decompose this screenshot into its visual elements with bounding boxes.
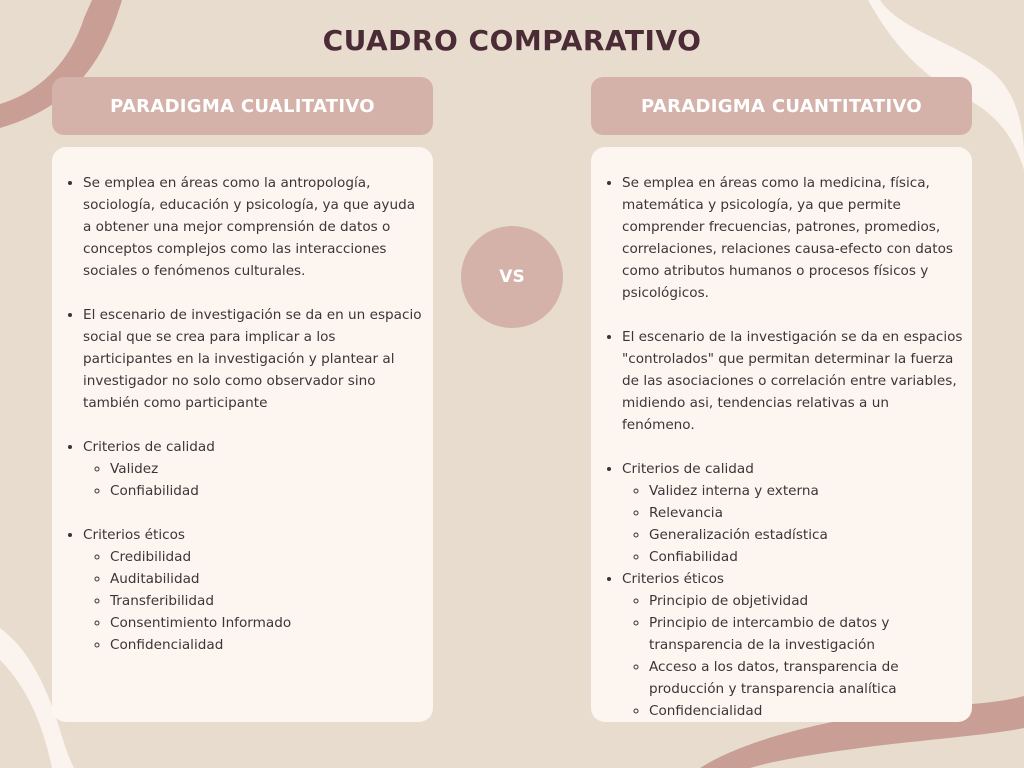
cualitativo-escenario: • El escenario de investigación se da en un espacio social que se crea para implicar a los participantes en la investigación y plantear al investigador no solo como observador sino también como participante [83,304,425,414]
cualitativo-eticos [83,524,425,656]
cuantitativo-calidad [622,458,964,568]
page-title: CUADRO COMPARATIVO [322,24,702,57]
header-paradigma-cualitativo: PARADIGMA CUALITATIVO [52,77,433,135]
list-item: ◦ Credibilidad [110,546,425,568]
cuantitativo-escenario: • El escenario de la investigación se da en espacios "controlados" que permitan determinar la fuerza de las asociaciones o correlación entre variables, midiendo asi, tendencias relativas a un fenómeno. [622,326,964,436]
cuantitativo-list [603,172,964,722]
list-item: ◦ Auditabilidad [110,568,425,590]
header-paradigma-cuantitativo: PARADIGMA CUANTITATIVO [591,77,972,135]
cualitativo-calidad-list [83,458,425,502]
card-cualitativo [52,147,433,722]
cualitativo-calidad-label: Criterios de calidad [83,439,215,455]
cuantitativo-areas: • Se emplea en áreas como la medicina, física, matemática y psicología, ya que permite comprender frecuencias, patrones, promedios, correlaciones, relaciones causa-efecto con datos como atributos humanos o procesos físicos y psicológicos. [622,172,964,304]
vs-badge: VS [461,226,563,328]
list-item: ◦ Acceso a los datos, transparencia de producción y transparencia analítica [649,656,964,700]
cuantitativo-calidad-list [622,480,964,568]
list-item: ◦ Principio de intercambio de datos y transparencia de la investigación [649,612,964,656]
cuantitativo-eticos-label: Criterios éticos [622,571,724,587]
list-item: ◦ Validez [110,458,425,480]
list-item: ◦ Transferibilidad [110,590,425,612]
cuantitativo-eticos [622,568,964,722]
list-item: ◦ Relevancia [649,502,964,524]
cualitativo-eticos-label: Criterios éticos [83,527,185,543]
list-item: ◦ Confidencialidad [649,700,964,722]
cualitativo-list [64,172,425,656]
list-item: ◦ Confidencialidad [110,634,425,656]
list-item: ◦ Consentimiento Informado [110,612,425,634]
cuantitativo-eticos-list [622,590,964,722]
list-item: ◦ Generalización estadística [649,524,964,546]
list-item: ◦ Confiabilidad [649,546,964,568]
cualitativo-eticos-list [83,546,425,656]
list-item: ◦ Confiabilidad [110,480,425,502]
cualitativo-areas: • Se emplea en áreas como la antropología, sociología, educación y psicología, ya que ayuda a obtener una mejor comprensión de datos o conceptos complejos como las interacciones sociales o fenómenos culturales. [83,172,425,282]
list-item: ◦ Principio de objetividad [649,590,964,612]
cualitativo-calidad [83,436,425,502]
cuantitativo-calidad-label: Criterios de calidad [622,461,754,477]
card-cuantitativo [591,147,972,722]
list-item: ◦ Validez interna y externa [649,480,964,502]
